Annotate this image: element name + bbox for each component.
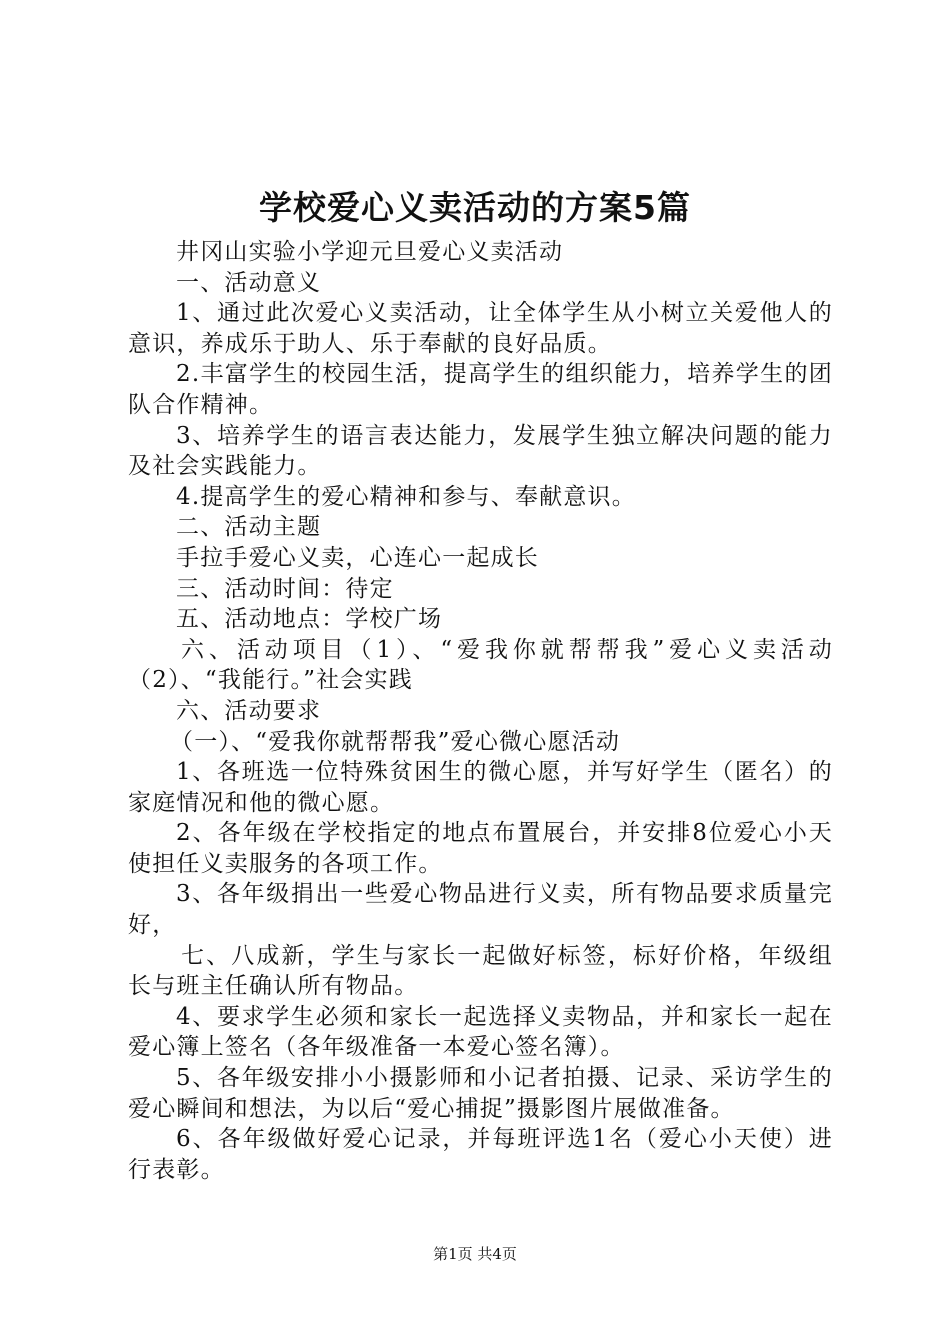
heading-activity-theme: 二、活动主题 [176,514,322,541]
heading-activity-requirements: 六、活动要求 [176,697,322,724]
paragraph-requirement-3-cont: 七、八成新，学生与家长一起做好标签，标好价格，年级组长与班主任确认所有物品。 [128,942,833,1000]
paragraph-requirement-1: 1、各班选一位特殊贫困生的微心愿，并写好学生（匿名）的家庭情况和他的微心愿。 [128,759,833,816]
paragraph-activity-time: 三、活动时间：待定 [176,575,394,602]
paragraph-activity-location: 五、活动地点：学校广场 [176,606,443,633]
paragraph-requirement-3: 3、各年级捐出一些爱心物品进行义卖，所有物品要求质量完好， [128,881,833,939]
heading-wish-activity: （一）、“爱我你就帮帮我”爱心微心愿活动 [170,728,621,755]
paragraph-meaning-3: 3、培养学生的语言表达能力，发展学生独立解决问题的能力及社会实践能力。 [128,422,833,480]
paragraph-requirement-6: 6、各年级做好爱心记录，并每班评选1名（爱心小天使）进行表彰。 [128,1126,833,1183]
paragraph-activity-items: 六、活动项目（1）、“爱我你就帮帮我”爱心义卖活动（2）、“我能行。”社会实践 [128,636,833,694]
document-body [128,237,833,1185]
paragraph-requirement-5: 5、各年级安排小小摄影师和小记者拍摄、记录、采访学生的爱心瞬间和想法，为以后“爱心捕捉”摄影图片展做准备。 [128,1065,833,1122]
heading-activity-meaning: 一、活动意义 [176,269,322,296]
paragraph-theme: 手拉手爱心义卖，心连心一起成长 [176,544,539,571]
document-title: 学校爱心义卖活动的方案5篇 [259,188,691,227]
paragraph-requirement-4: 4、要求学生必须和家长一起选择义卖物品，并和家长一起在爱心簿上签名（各年级准备一本爱心签名簿）。 [128,1003,833,1061]
paragraph-meaning-1: 1、通过此次爱心义卖活动，让全体学生从小树立关爱他人的意识，养成乐于助人、乐于奉献的良好品质。 [128,300,833,357]
paragraph-requirement-2: 2、各年级在学校指定的地点布置展台，并安排8位爱心小天使担任义卖服务的各项工作。 [128,820,833,877]
paragraph-meaning-4: 4.提高学生的爱心精神和参与、奉献意识。 [176,483,636,510]
page-footer: 第1页 共4页 [433,1245,517,1263]
paragraph-meaning-2: 2.丰富学生的校园生活，提高学生的组织能力，培养学生的团队合作精神。 [128,361,833,418]
paragraph-intro: 井冈山实验小学迎元旦爱心义卖活动 [176,239,564,265]
